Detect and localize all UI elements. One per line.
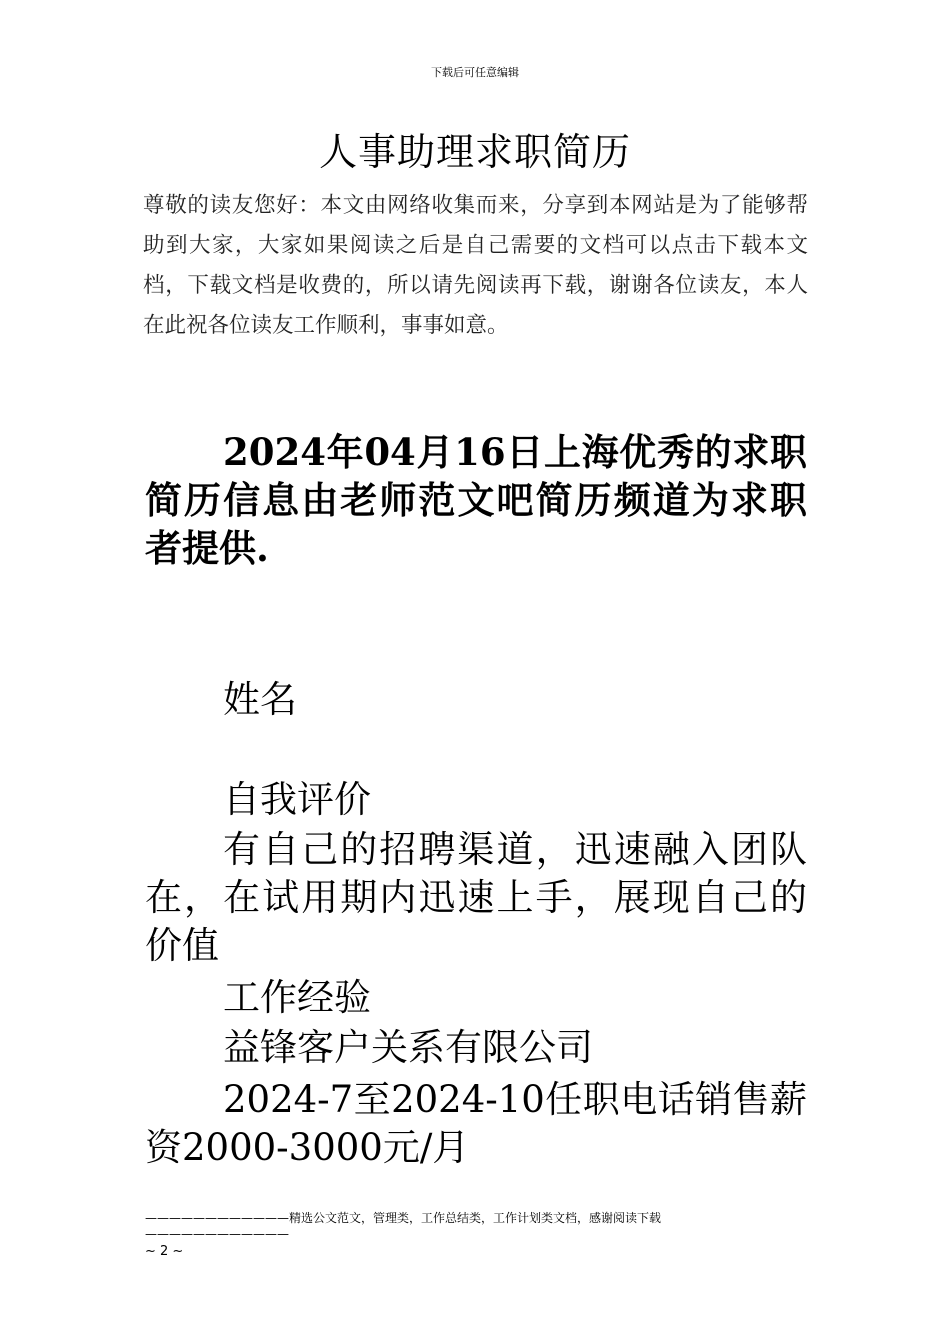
document-title: 人事助理求职简历 bbox=[318, 130, 631, 174]
job-detail: 2024-7至2024-10任职电话销售薪资2000-3000元/月 bbox=[145, 1078, 807, 1169]
page-number: ~ 2 ~ bbox=[145, 1244, 184, 1259]
footer-line: ————————————精选公文范文，管理类，工作总结类，工作计划类文档，感谢阅读下载———————————— bbox=[145, 1211, 662, 1241]
self-evaluation-text: 有自己的招聘渠道，迅速融入团队在，在试用期内迅速上手，展现自己的价值 bbox=[145, 828, 807, 967]
header-note: 下载后可任意编辑 bbox=[431, 66, 519, 79]
intro-paragraph: 2024年04月16日上海优秀的求职简历信息由老师范文吧简历频道为求职者提供. bbox=[145, 430, 807, 570]
company-name: 益锋客户关系有限公司 bbox=[223, 1026, 593, 1069]
work-experience-heading: 工作经验 bbox=[223, 976, 371, 1019]
self-evaluation-heading: 自我评价 bbox=[223, 778, 371, 821]
download-notice: 尊敬的读友您好：本文由网络收集而来，分享到本网站是为了能够帮助到大家，大家如果阅读之后是自己需要的文档可以点击下载本文档，下载文档是收费的，所以请先阅读再下载，谢谢各位读友，本人在此祝各位读友工作顺利，事事如意。 bbox=[143, 193, 808, 338]
name-label: 姓名 bbox=[223, 678, 297, 721]
